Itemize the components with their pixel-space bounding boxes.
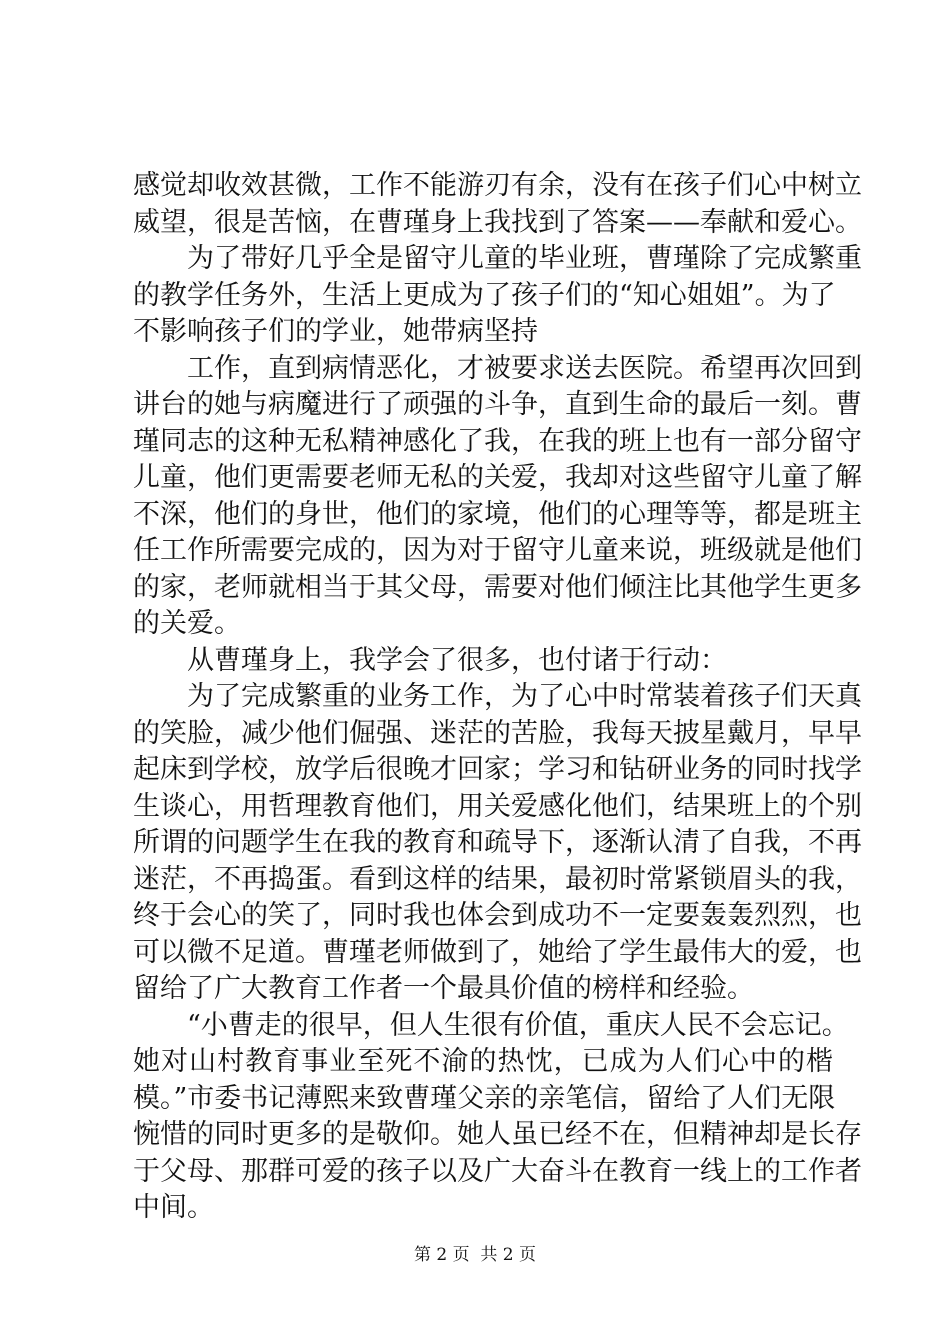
text-line: 生谈心，用哲理教育他们，用关爱感化他们，结果班上的个别 — [133, 790, 862, 822]
text-line: 模。”市委书记薄熙来致曹瑾父亲的亲笔信，留给了人们无限 — [133, 1082, 836, 1114]
text-line: 瑾同志的这种无私精神感化了我，在我的班上也有一部分留守 — [133, 425, 862, 457]
text-line: 不影响孩子们的学业，她带病坚持 — [133, 316, 538, 347]
text-line: 的教学任务外，生活上更成为了孩子们的“知心姐姐”。为了 — [133, 279, 836, 311]
text-line: 终于会心的笑了，同时我也体会到成功不一定要轰轰烈烈，也 — [133, 900, 862, 931]
text-line: 为了带好几乎全是留守儿童的毕业班，曹瑾除了完成繁重 — [187, 243, 862, 274]
text-line: 为了完成繁重的业务工作，为了心中时常装着孩子们天真 — [187, 681, 862, 712]
text-line: 的家，老师就相当于其父母，需要对他们倾注比其他学生更多 — [133, 571, 862, 603]
page-footer: 第 2 页 共 2 页 — [413, 1245, 537, 1265]
text-line: 威望，很是苦恼，在曹瑾身上我找到了答案——奉献和爱心。 — [133, 206, 862, 238]
text-line: 的关爱。 — [133, 608, 241, 639]
document-body — [133, 168, 862, 1227]
text-line: 儿童，他们更需要老师无私的关爱，我却对这些留守儿童了解 — [133, 462, 862, 493]
text-line: 从曹瑾身上，我学会了很多，也付诸于行动： — [187, 644, 727, 676]
text-line: 中间。 — [133, 1192, 214, 1223]
text-line: 讲台的她与病魔进行了顽强的斗争，直到生命的最后一刻。曹 — [133, 389, 862, 420]
text-line: 所谓的问题学生在我的教育和疏导下，逐渐认清了自我，不再 — [133, 827, 862, 858]
text-line: 她对山村教育事业至死不渝的热忱，已成为人们心中的楷 — [133, 1046, 833, 1077]
text-line: 惋惜的同时更多的是敬仰。她人虽已经不在，但精神却是长存 — [133, 1119, 862, 1150]
text-line: 任工作所需要完成的，因为对于留守儿童来说，班级就是他们 — [133, 535, 862, 566]
text-line: 感觉却收效甚微，工作不能游刃有余，没有在孩子们心中树立 — [133, 170, 862, 201]
text-line: 可以微不足道。曹瑾老师做到了，她给了学生最伟大的爱，也 — [133, 936, 862, 968]
text-line: 的笑脸，减少他们倔强、迷茫的苦脸，我每天披星戴月，早早 — [133, 717, 862, 749]
text-line: “小曹走的很早，但人生很有价值，重庆人民不会忘记。 — [187, 1009, 849, 1041]
text-line: 留给了广大教育工作者一个最具价值的榜样和经验。 — [133, 973, 754, 1004]
text-line: 工作，直到病情恶化，才被要求送去医院。希望再次回到 — [187, 352, 862, 384]
text-line: 于父母、那群可爱的孩子以及广大奋斗在教育一线上的工作者 — [133, 1155, 862, 1187]
text-line: 不深，他们的身世，他们的家境，他们的心理等等，都是班主 — [133, 498, 862, 530]
text-line: 迷茫，不再捣蛋。看到这样的结果，最初时常紧锁眉头的我， — [133, 863, 862, 895]
text-line: 起床到学校，放学后很晚才回家；学习和钻研业务的同时找学 — [133, 754, 862, 785]
